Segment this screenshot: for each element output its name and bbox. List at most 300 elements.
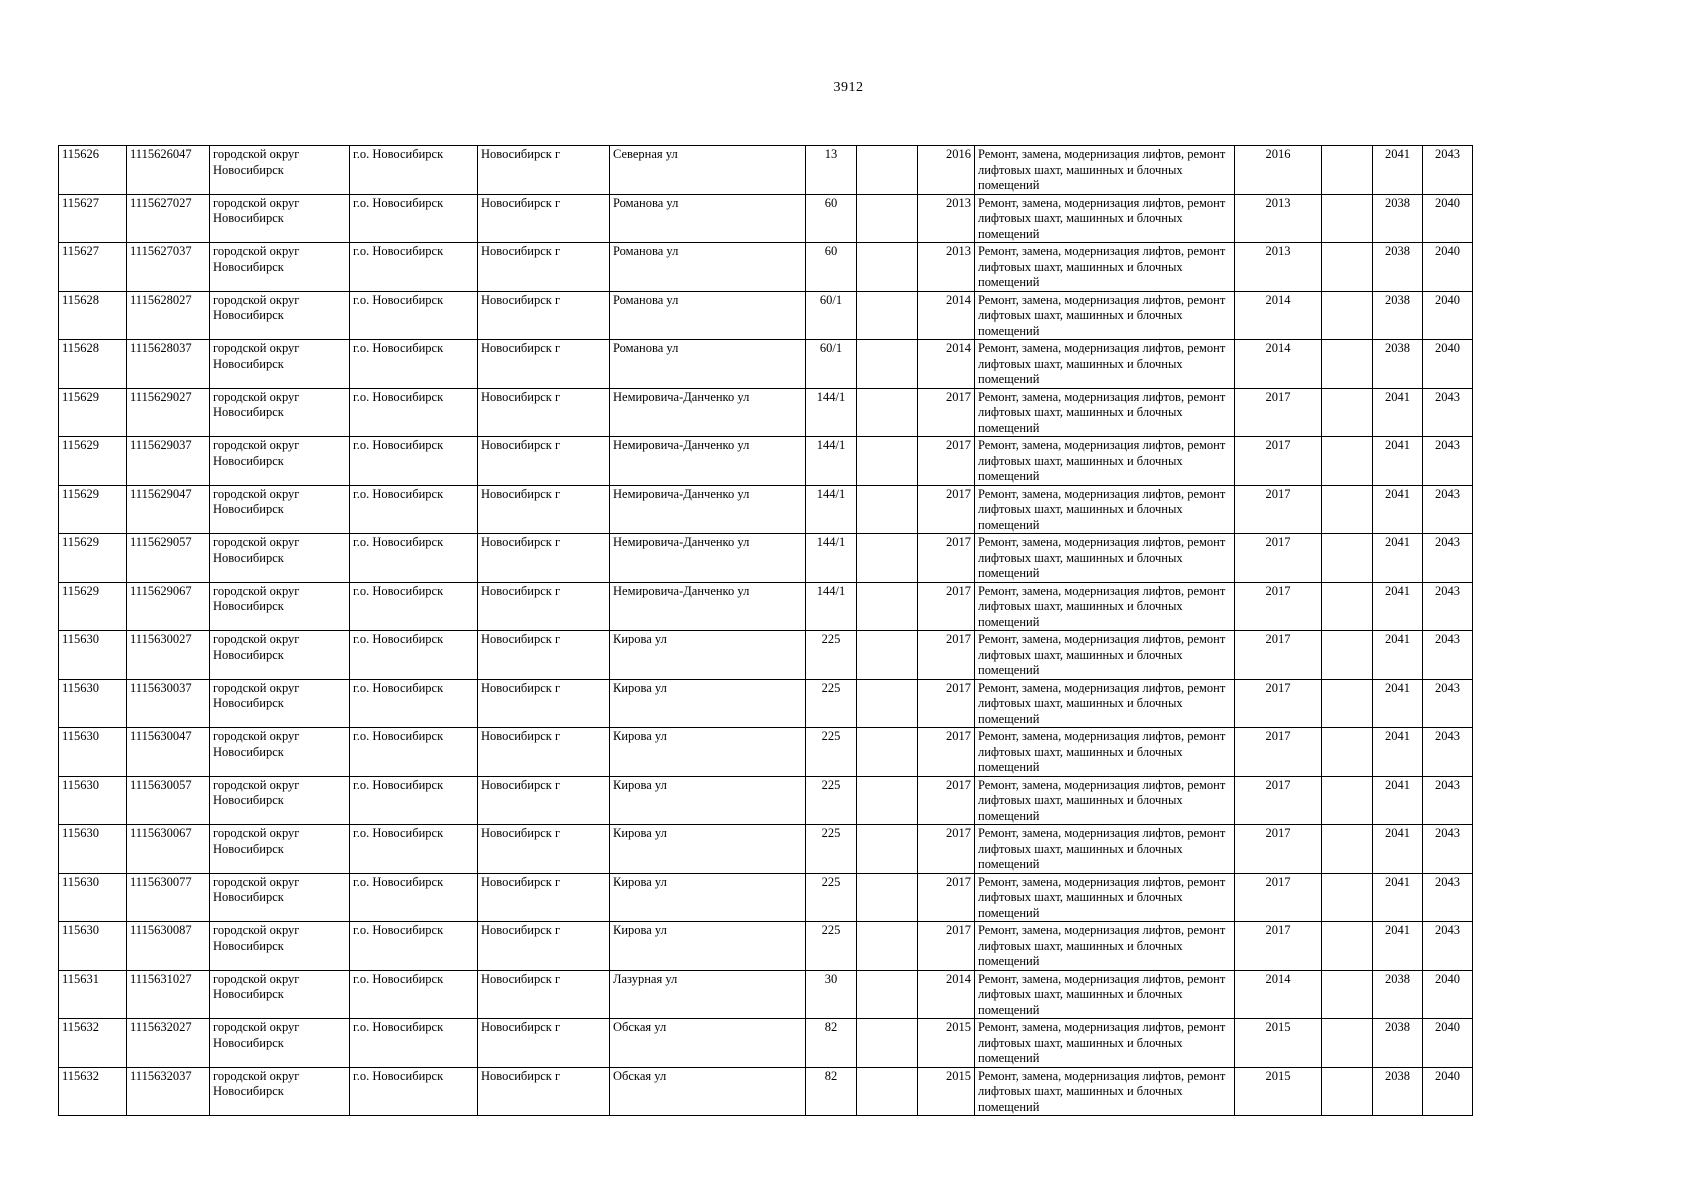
cell-work: Ремонт, замена, модернизация лифтов, ремонт лифтовых шахт, машинных и блочных помещений xyxy=(975,194,1235,243)
cell-extra xyxy=(857,534,918,583)
cell-municipality: г.о. Новосибирск xyxy=(350,922,478,971)
cell-year-from: 2038 xyxy=(1373,243,1423,292)
cell-work-year: 2017 xyxy=(1235,631,1322,680)
cell-year-to: 2040 xyxy=(1423,243,1473,292)
cell-extra xyxy=(857,340,918,389)
cell-blank xyxy=(1322,291,1373,340)
cell-blank xyxy=(1322,631,1373,680)
cell-district: городской округ Новосибирск xyxy=(210,1067,350,1116)
cell-work-year: 2016 xyxy=(1235,146,1322,195)
cell-blank xyxy=(1322,582,1373,631)
cell-year: 2017 xyxy=(918,728,975,777)
cell-house: 144/1 xyxy=(806,437,857,486)
cell-year-to: 2043 xyxy=(1423,873,1473,922)
cell-year-from: 2041 xyxy=(1373,776,1423,825)
cell-district: городской округ Новосибирск xyxy=(210,728,350,777)
registry-table xyxy=(58,145,1473,1116)
cell-district: городской округ Новосибирск xyxy=(210,631,350,680)
cell-street: Немировича-Данченко ул xyxy=(610,534,806,583)
cell-district: городской округ Новосибирск xyxy=(210,534,350,583)
cell-id: 115632 xyxy=(59,1019,127,1068)
cell-extra xyxy=(857,146,918,195)
cell-year: 2017 xyxy=(918,437,975,486)
cell-id: 115629 xyxy=(59,582,127,631)
cell-street: Кирова ул xyxy=(610,631,806,680)
cell-work-year: 2017 xyxy=(1235,534,1322,583)
cell-municipality: г.о. Новосибирск xyxy=(350,194,478,243)
cell-locality: Новосибирск г xyxy=(478,631,610,680)
cell-blank xyxy=(1322,873,1373,922)
cell-work: Ремонт, замена, модернизация лифтов, ремонт лифтовых шахт, машинных и блочных помещений xyxy=(975,437,1235,486)
table-row xyxy=(59,340,1473,389)
cell-blank xyxy=(1322,922,1373,971)
cell-locality: Новосибирск г xyxy=(478,1019,610,1068)
cell-house: 60/1 xyxy=(806,291,857,340)
cell-blank xyxy=(1322,679,1373,728)
cell-year: 2016 xyxy=(918,146,975,195)
cell-district: городской округ Новосибирск xyxy=(210,970,350,1019)
cell-extra xyxy=(857,1067,918,1116)
cell-locality: Новосибирск г xyxy=(478,679,610,728)
cell-district: городской округ Новосибирск xyxy=(210,873,350,922)
cell-street: Романова ул xyxy=(610,194,806,243)
cell-district: городской округ Новосибирск xyxy=(210,776,350,825)
cell-extra xyxy=(857,776,918,825)
cell-id: 115626 xyxy=(59,146,127,195)
cell-year: 2017 xyxy=(918,388,975,437)
cell-blank xyxy=(1322,534,1373,583)
cell-code: 1115630077 xyxy=(127,873,210,922)
cell-blank xyxy=(1322,776,1373,825)
cell-year-to: 2043 xyxy=(1423,825,1473,874)
cell-year: 2017 xyxy=(918,485,975,534)
cell-code: 1115628027 xyxy=(127,291,210,340)
cell-year-from: 2041 xyxy=(1373,728,1423,777)
cell-year-to: 2043 xyxy=(1423,776,1473,825)
cell-year-from: 2041 xyxy=(1373,485,1423,534)
cell-year-to: 2043 xyxy=(1423,582,1473,631)
cell-id: 115630 xyxy=(59,825,127,874)
cell-street: Обская ул xyxy=(610,1067,806,1116)
cell-work: Ремонт, замена, модернизация лифтов, ремонт лифтовых шахт, машинных и блочных помещений xyxy=(975,728,1235,777)
cell-code: 1115632027 xyxy=(127,1019,210,1068)
cell-code: 1115632037 xyxy=(127,1067,210,1116)
cell-extra xyxy=(857,194,918,243)
cell-year-from: 2041 xyxy=(1373,534,1423,583)
cell-year: 2017 xyxy=(918,534,975,583)
cell-house: 225 xyxy=(806,922,857,971)
cell-blank xyxy=(1322,970,1373,1019)
table-row xyxy=(59,728,1473,777)
cell-blank xyxy=(1322,825,1373,874)
cell-id: 115627 xyxy=(59,243,127,292)
cell-municipality: г.о. Новосибирск xyxy=(350,1019,478,1068)
cell-blank xyxy=(1322,728,1373,777)
cell-blank xyxy=(1322,388,1373,437)
cell-house: 144/1 xyxy=(806,582,857,631)
cell-locality: Новосибирск г xyxy=(478,776,610,825)
cell-id: 115628 xyxy=(59,291,127,340)
cell-code: 1115629037 xyxy=(127,437,210,486)
cell-house: 144/1 xyxy=(806,388,857,437)
cell-year-to: 2040 xyxy=(1423,1067,1473,1116)
cell-id: 115630 xyxy=(59,679,127,728)
cell-id: 115629 xyxy=(59,534,127,583)
cell-work: Ремонт, замена, модернизация лифтов, ремонт лифтовых шахт, машинных и блочных помещений xyxy=(975,1067,1235,1116)
cell-year-from: 2038 xyxy=(1373,340,1423,389)
cell-year-from: 2041 xyxy=(1373,388,1423,437)
cell-locality: Новосибирск г xyxy=(478,340,610,389)
cell-street: Немировича-Данченко ул xyxy=(610,582,806,631)
cell-id: 115628 xyxy=(59,340,127,389)
cell-year-to: 2043 xyxy=(1423,728,1473,777)
cell-work-year: 2015 xyxy=(1235,1067,1322,1116)
cell-house: 225 xyxy=(806,825,857,874)
cell-street: Немировича-Данченко ул xyxy=(610,485,806,534)
cell-house: 225 xyxy=(806,873,857,922)
cell-year: 2017 xyxy=(918,582,975,631)
cell-work: Ремонт, замена, модернизация лифтов, ремонт лифтовых шахт, машинных и блочных помещений xyxy=(975,679,1235,728)
cell-locality: Новосибирск г xyxy=(478,534,610,583)
cell-street: Кирова ул xyxy=(610,679,806,728)
cell-year-to: 2040 xyxy=(1423,194,1473,243)
cell-extra xyxy=(857,388,918,437)
cell-house: 225 xyxy=(806,776,857,825)
cell-id: 115630 xyxy=(59,728,127,777)
cell-locality: Новосибирск г xyxy=(478,970,610,1019)
cell-municipality: г.о. Новосибирск xyxy=(350,485,478,534)
cell-extra xyxy=(857,437,918,486)
cell-year-from: 2038 xyxy=(1373,1067,1423,1116)
cell-work-year: 2017 xyxy=(1235,922,1322,971)
table-row xyxy=(59,437,1473,486)
cell-district: городской округ Новосибирск xyxy=(210,388,350,437)
table-row xyxy=(59,194,1473,243)
cell-code: 1115630037 xyxy=(127,679,210,728)
cell-year-from: 2041 xyxy=(1373,873,1423,922)
cell-municipality: г.о. Новосибирск xyxy=(350,825,478,874)
cell-work-year: 2014 xyxy=(1235,970,1322,1019)
cell-year: 2017 xyxy=(918,776,975,825)
cell-year-to: 2043 xyxy=(1423,388,1473,437)
cell-blank xyxy=(1322,146,1373,195)
cell-municipality: г.о. Новосибирск xyxy=(350,582,478,631)
cell-work-year: 2017 xyxy=(1235,388,1322,437)
table-row xyxy=(59,679,1473,728)
cell-extra xyxy=(857,825,918,874)
cell-work-year: 2017 xyxy=(1235,776,1322,825)
cell-district: городской округ Новосибирск xyxy=(210,194,350,243)
cell-work: Ремонт, замена, модернизация лифтов, ремонт лифтовых шахт, машинных и блочных помещений xyxy=(975,776,1235,825)
cell-id: 115629 xyxy=(59,437,127,486)
cell-street: Романова ул xyxy=(610,291,806,340)
cell-extra xyxy=(857,485,918,534)
cell-street: Обская ул xyxy=(610,1019,806,1068)
cell-work: Ремонт, замена, модернизация лифтов, ремонт лифтовых шахт, машинных и блочных помещений xyxy=(975,243,1235,292)
cell-work: Ремонт, замена, модернизация лифтов, ремонт лифтовых шахт, машинных и блочных помещений xyxy=(975,534,1235,583)
cell-district: городской округ Новосибирск xyxy=(210,243,350,292)
table-row xyxy=(59,534,1473,583)
cell-work: Ремонт, замена, модернизация лифтов, ремонт лифтовых шахт, машинных и блочных помещений xyxy=(975,291,1235,340)
table-row xyxy=(59,970,1473,1019)
cell-year: 2017 xyxy=(918,825,975,874)
cell-blank xyxy=(1322,194,1373,243)
cell-year-from: 2041 xyxy=(1373,679,1423,728)
cell-street: Романова ул xyxy=(610,243,806,292)
cell-street: Кирова ул xyxy=(610,873,806,922)
cell-year-to: 2043 xyxy=(1423,485,1473,534)
cell-house: 144/1 xyxy=(806,485,857,534)
cell-id: 115632 xyxy=(59,1067,127,1116)
cell-municipality: г.о. Новосибирск xyxy=(350,534,478,583)
cell-extra xyxy=(857,631,918,680)
cell-year: 2017 xyxy=(918,873,975,922)
cell-code: 1115629027 xyxy=(127,388,210,437)
cell-blank xyxy=(1322,1019,1373,1068)
table-row xyxy=(59,922,1473,971)
cell-year: 2017 xyxy=(918,631,975,680)
cell-year-from: 2041 xyxy=(1373,582,1423,631)
cell-extra xyxy=(857,243,918,292)
cell-work: Ремонт, замена, модернизация лифтов, ремонт лифтовых шахт, машинных и блочных помещений xyxy=(975,1019,1235,1068)
cell-year-from: 2041 xyxy=(1373,631,1423,680)
cell-id: 115629 xyxy=(59,388,127,437)
table-row xyxy=(59,388,1473,437)
cell-year-to: 2043 xyxy=(1423,146,1473,195)
cell-municipality: г.о. Новосибирск xyxy=(350,243,478,292)
cell-locality: Новосибирск г xyxy=(478,388,610,437)
cell-street: Лазурная ул xyxy=(610,970,806,1019)
cell-work-year: 2017 xyxy=(1235,582,1322,631)
cell-locality: Новосибирск г xyxy=(478,873,610,922)
cell-street: Немировича-Данченко ул xyxy=(610,437,806,486)
cell-municipality: г.о. Новосибирск xyxy=(350,873,478,922)
cell-extra xyxy=(857,291,918,340)
table-row xyxy=(59,582,1473,631)
cell-street: Кирова ул xyxy=(610,825,806,874)
cell-code: 1115629047 xyxy=(127,485,210,534)
table-row xyxy=(59,825,1473,874)
cell-year-from: 2038 xyxy=(1373,194,1423,243)
cell-work-year: 2017 xyxy=(1235,437,1322,486)
cell-municipality: г.о. Новосибирск xyxy=(350,340,478,389)
cell-work: Ремонт, замена, модернизация лифтов, ремонт лифтовых шахт, машинных и блочных помещений xyxy=(975,340,1235,389)
cell-district: городской округ Новосибирск xyxy=(210,1019,350,1068)
cell-code: 1115627027 xyxy=(127,194,210,243)
cell-extra xyxy=(857,582,918,631)
cell-blank xyxy=(1322,340,1373,389)
cell-year-from: 2041 xyxy=(1373,825,1423,874)
cell-district: городской округ Новосибирск xyxy=(210,679,350,728)
cell-year-from: 2041 xyxy=(1373,437,1423,486)
cell-street: Северная ул xyxy=(610,146,806,195)
cell-district: городской округ Новосибирск xyxy=(210,146,350,195)
cell-year: 2017 xyxy=(918,679,975,728)
table-row xyxy=(59,1067,1473,1116)
cell-code: 1115630027 xyxy=(127,631,210,680)
cell-year-from: 2038 xyxy=(1373,1019,1423,1068)
cell-year: 2013 xyxy=(918,243,975,292)
cell-district: городской округ Новосибирск xyxy=(210,437,350,486)
cell-work: Ремонт, замена, модернизация лифтов, ремонт лифтовых шахт, машинных и блочных помещений xyxy=(975,922,1235,971)
cell-blank xyxy=(1322,243,1373,292)
cell-year: 2014 xyxy=(918,340,975,389)
cell-locality: Новосибирск г xyxy=(478,485,610,534)
cell-blank xyxy=(1322,437,1373,486)
cell-municipality: г.о. Новосибирск xyxy=(350,388,478,437)
cell-street: Романова ул xyxy=(610,340,806,389)
cell-locality: Новосибирск г xyxy=(478,582,610,631)
page-number: 3912 xyxy=(833,80,864,95)
cell-blank xyxy=(1322,485,1373,534)
cell-extra xyxy=(857,679,918,728)
cell-year-from: 2038 xyxy=(1373,970,1423,1019)
cell-district: городской округ Новосибирск xyxy=(210,485,350,534)
cell-work-year: 2013 xyxy=(1235,243,1322,292)
table-row xyxy=(59,291,1473,340)
cell-year-to: 2043 xyxy=(1423,437,1473,486)
cell-work: Ремонт, замена, модернизация лифтов, ремонт лифтовых шахт, машинных и блочных помещений xyxy=(975,825,1235,874)
cell-street: Кирова ул xyxy=(610,728,806,777)
cell-locality: Новосибирск г xyxy=(478,1067,610,1116)
cell-house: 60 xyxy=(806,194,857,243)
cell-municipality: г.о. Новосибирск xyxy=(350,291,478,340)
cell-code: 1115628037 xyxy=(127,340,210,389)
cell-extra xyxy=(857,1019,918,1068)
cell-street: Кирова ул xyxy=(610,922,806,971)
cell-year-to: 2040 xyxy=(1423,1019,1473,1068)
cell-year-to: 2043 xyxy=(1423,631,1473,680)
cell-extra xyxy=(857,728,918,777)
cell-code: 1115630047 xyxy=(127,728,210,777)
cell-extra xyxy=(857,873,918,922)
cell-municipality: г.о. Новосибирск xyxy=(350,631,478,680)
cell-house: 13 xyxy=(806,146,857,195)
cell-municipality: г.о. Новосибирск xyxy=(350,679,478,728)
cell-code: 1115630087 xyxy=(127,922,210,971)
cell-extra xyxy=(857,970,918,1019)
cell-house: 225 xyxy=(806,679,857,728)
cell-work-year: 2015 xyxy=(1235,1019,1322,1068)
cell-house: 82 xyxy=(806,1067,857,1116)
cell-id: 115627 xyxy=(59,194,127,243)
table-row xyxy=(59,1019,1473,1068)
cell-district: городской округ Новосибирск xyxy=(210,340,350,389)
table-row xyxy=(59,146,1473,195)
cell-house: 60/1 xyxy=(806,340,857,389)
cell-year: 2014 xyxy=(918,291,975,340)
cell-year-to: 2043 xyxy=(1423,922,1473,971)
cell-year: 2015 xyxy=(918,1067,975,1116)
cell-district: городской округ Новосибирск xyxy=(210,291,350,340)
cell-year: 2013 xyxy=(918,194,975,243)
cell-code: 1115627037 xyxy=(127,243,210,292)
cell-code: 1115630057 xyxy=(127,776,210,825)
cell-year: 2015 xyxy=(918,1019,975,1068)
cell-locality: Новосибирск г xyxy=(478,437,610,486)
cell-municipality: г.о. Новосибирск xyxy=(350,970,478,1019)
cell-house: 60 xyxy=(806,243,857,292)
cell-id: 115630 xyxy=(59,922,127,971)
cell-street: Немировича-Данченко ул xyxy=(610,388,806,437)
cell-locality: Новосибирск г xyxy=(478,243,610,292)
cell-work-year: 2017 xyxy=(1235,679,1322,728)
table-row xyxy=(59,873,1473,922)
cell-year: 2014 xyxy=(918,970,975,1019)
cell-work-year: 2014 xyxy=(1235,340,1322,389)
cell-id: 115631 xyxy=(59,970,127,1019)
cell-house: 225 xyxy=(806,728,857,777)
table-row xyxy=(59,485,1473,534)
cell-code: 1115629057 xyxy=(127,534,210,583)
cell-work-year: 2013 xyxy=(1235,194,1322,243)
cell-work: Ремонт, замена, модернизация лифтов, ремонт лифтовых шахт, машинных и блочных помещений xyxy=(975,631,1235,680)
cell-house: 225 xyxy=(806,631,857,680)
cell-municipality: г.о. Новосибирск xyxy=(350,728,478,777)
cell-work: Ремонт, замена, модернизация лифтов, ремонт лифтовых шахт, машинных и блочных помещений xyxy=(975,582,1235,631)
cell-id: 115630 xyxy=(59,631,127,680)
cell-year-to: 2040 xyxy=(1423,291,1473,340)
cell-work-year: 2014 xyxy=(1235,291,1322,340)
table-row xyxy=(59,631,1473,680)
cell-year-to: 2043 xyxy=(1423,534,1473,583)
cell-locality: Новосибирск г xyxy=(478,728,610,777)
cell-year-to: 2040 xyxy=(1423,340,1473,389)
cell-locality: Новосибирск г xyxy=(478,146,610,195)
cell-street: Кирова ул xyxy=(610,776,806,825)
table-row xyxy=(59,776,1473,825)
cell-blank xyxy=(1322,1067,1373,1116)
cell-district: городской округ Новосибирск xyxy=(210,825,350,874)
cell-district: городской округ Новосибирск xyxy=(210,922,350,971)
cell-work: Ремонт, замена, модернизация лифтов, ремонт лифтовых шахт, машинных и блочных помещений xyxy=(975,873,1235,922)
cell-code: 1115630067 xyxy=(127,825,210,874)
cell-municipality: г.о. Новосибирск xyxy=(350,437,478,486)
cell-locality: Новосибирск г xyxy=(478,825,610,874)
cell-year-from: 2041 xyxy=(1373,146,1423,195)
cell-year-to: 2040 xyxy=(1423,970,1473,1019)
cell-municipality: г.о. Новосибирск xyxy=(350,146,478,195)
cell-year-from: 2041 xyxy=(1373,922,1423,971)
registry-rows xyxy=(59,146,1473,1116)
cell-house: 30 xyxy=(806,970,857,1019)
cell-work: Ремонт, замена, модернизация лифтов, ремонт лифтовых шахт, машинных и блочных помещений xyxy=(975,970,1235,1019)
cell-id: 115630 xyxy=(59,776,127,825)
cell-house: 82 xyxy=(806,1019,857,1068)
cell-locality: Новосибирск г xyxy=(478,291,610,340)
cell-year-to: 2043 xyxy=(1423,679,1473,728)
cell-locality: Новосибирск г xyxy=(478,194,610,243)
cell-work: Ремонт, замена, модернизация лифтов, ремонт лифтовых шахт, машинных и блочных помещений xyxy=(975,146,1235,195)
cell-year: 2017 xyxy=(918,922,975,971)
cell-code: 1115626047 xyxy=(127,146,210,195)
cell-municipality: г.о. Новосибирск xyxy=(350,1067,478,1116)
cell-municipality: г.о. Новосибирск xyxy=(350,776,478,825)
cell-year-from: 2038 xyxy=(1373,291,1423,340)
cell-code: 1115631027 xyxy=(127,970,210,1019)
cell-work-year: 2017 xyxy=(1235,825,1322,874)
cell-locality: Новосибирск г xyxy=(478,922,610,971)
cell-extra xyxy=(857,922,918,971)
cell-district: городской округ Новосибирск xyxy=(210,582,350,631)
cell-house: 144/1 xyxy=(806,534,857,583)
cell-work-year: 2017 xyxy=(1235,485,1322,534)
cell-work: Ремонт, замена, модернизация лифтов, ремонт лифтовых шахт, машинных и блочных помещений xyxy=(975,485,1235,534)
cell-work-year: 2017 xyxy=(1235,873,1322,922)
table-row xyxy=(59,243,1473,292)
cell-id: 115630 xyxy=(59,873,127,922)
cell-work: Ремонт, замена, модернизация лифтов, ремонт лифтовых шахт, машинных и блочных помещений xyxy=(975,388,1235,437)
